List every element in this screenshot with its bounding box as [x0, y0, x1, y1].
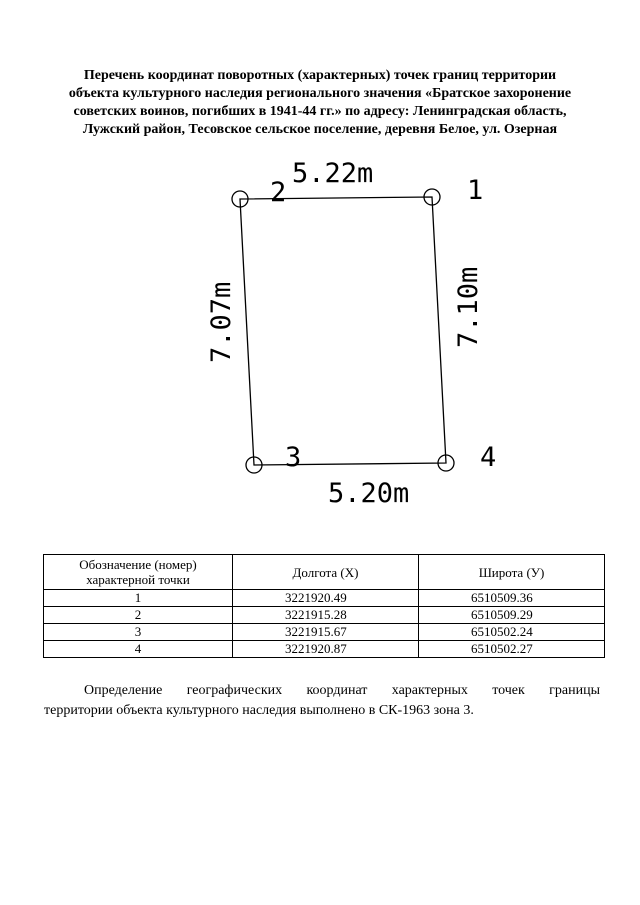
edge-length-right: 7.10m: [453, 266, 484, 348]
point-number: 2: [44, 607, 233, 624]
note-line: Определение географических координат характерных точек границы: [84, 683, 600, 698]
latitude-value: 6510509.36: [419, 590, 605, 607]
point-number: 3: [44, 624, 233, 641]
title-line: советских воинов, погибших в 1941-44 гг.» по адресу: Ленинградская область,: [73, 104, 567, 119]
point-label-1: 1: [467, 175, 484, 206]
coordinates-table: [43, 554, 605, 658]
longitude-value: 3221915.67: [233, 624, 419, 641]
coordinate-system-note: [44, 681, 600, 721]
table-row: [44, 590, 605, 607]
table-row: [44, 641, 605, 658]
edge-length-bottom: 5.20m: [328, 478, 410, 509]
point-label-3: 3: [285, 442, 302, 473]
column-header-point: Обозначение (номер) характерной точки: [44, 555, 233, 590]
longitude-value: 3221920.87: [233, 641, 419, 658]
point-label-2: 2: [270, 177, 287, 208]
table-header-row: [44, 555, 605, 590]
point-number: 4: [44, 641, 233, 658]
longitude-value: 3221920.49: [233, 590, 419, 607]
column-header-longitude: Долгота (X): [233, 555, 419, 590]
table-row: [44, 607, 605, 624]
table-row: [44, 624, 605, 641]
title-line: Перечень координат поворотных (характерных) точек границ территории: [83, 68, 557, 83]
edge-length-top: 5.22m: [292, 158, 374, 189]
title-line: Лужский район, Тесовское сельское поселение, деревня Белое, ул. Озерная: [82, 122, 558, 137]
latitude-value: 6510509.29: [419, 607, 605, 624]
latitude-value: 6510502.24: [419, 624, 605, 641]
point-label-4: 4: [480, 442, 497, 473]
title-line: объекта культурного наследия регионального значения «Братское захоронение: [68, 86, 572, 101]
longitude-value: 3221915.28: [233, 607, 419, 624]
note-line: территории объекта культурного наследия выполнено в СК-1963 зона 3.: [44, 703, 474, 718]
latitude-value: 6510502.27: [419, 641, 605, 658]
boundary-polygon: [240, 197, 446, 465]
point-number: 1: [44, 590, 233, 607]
column-header-latitude: Широта (У): [419, 555, 605, 590]
edge-length-left: 7.07m: [206, 281, 237, 363]
